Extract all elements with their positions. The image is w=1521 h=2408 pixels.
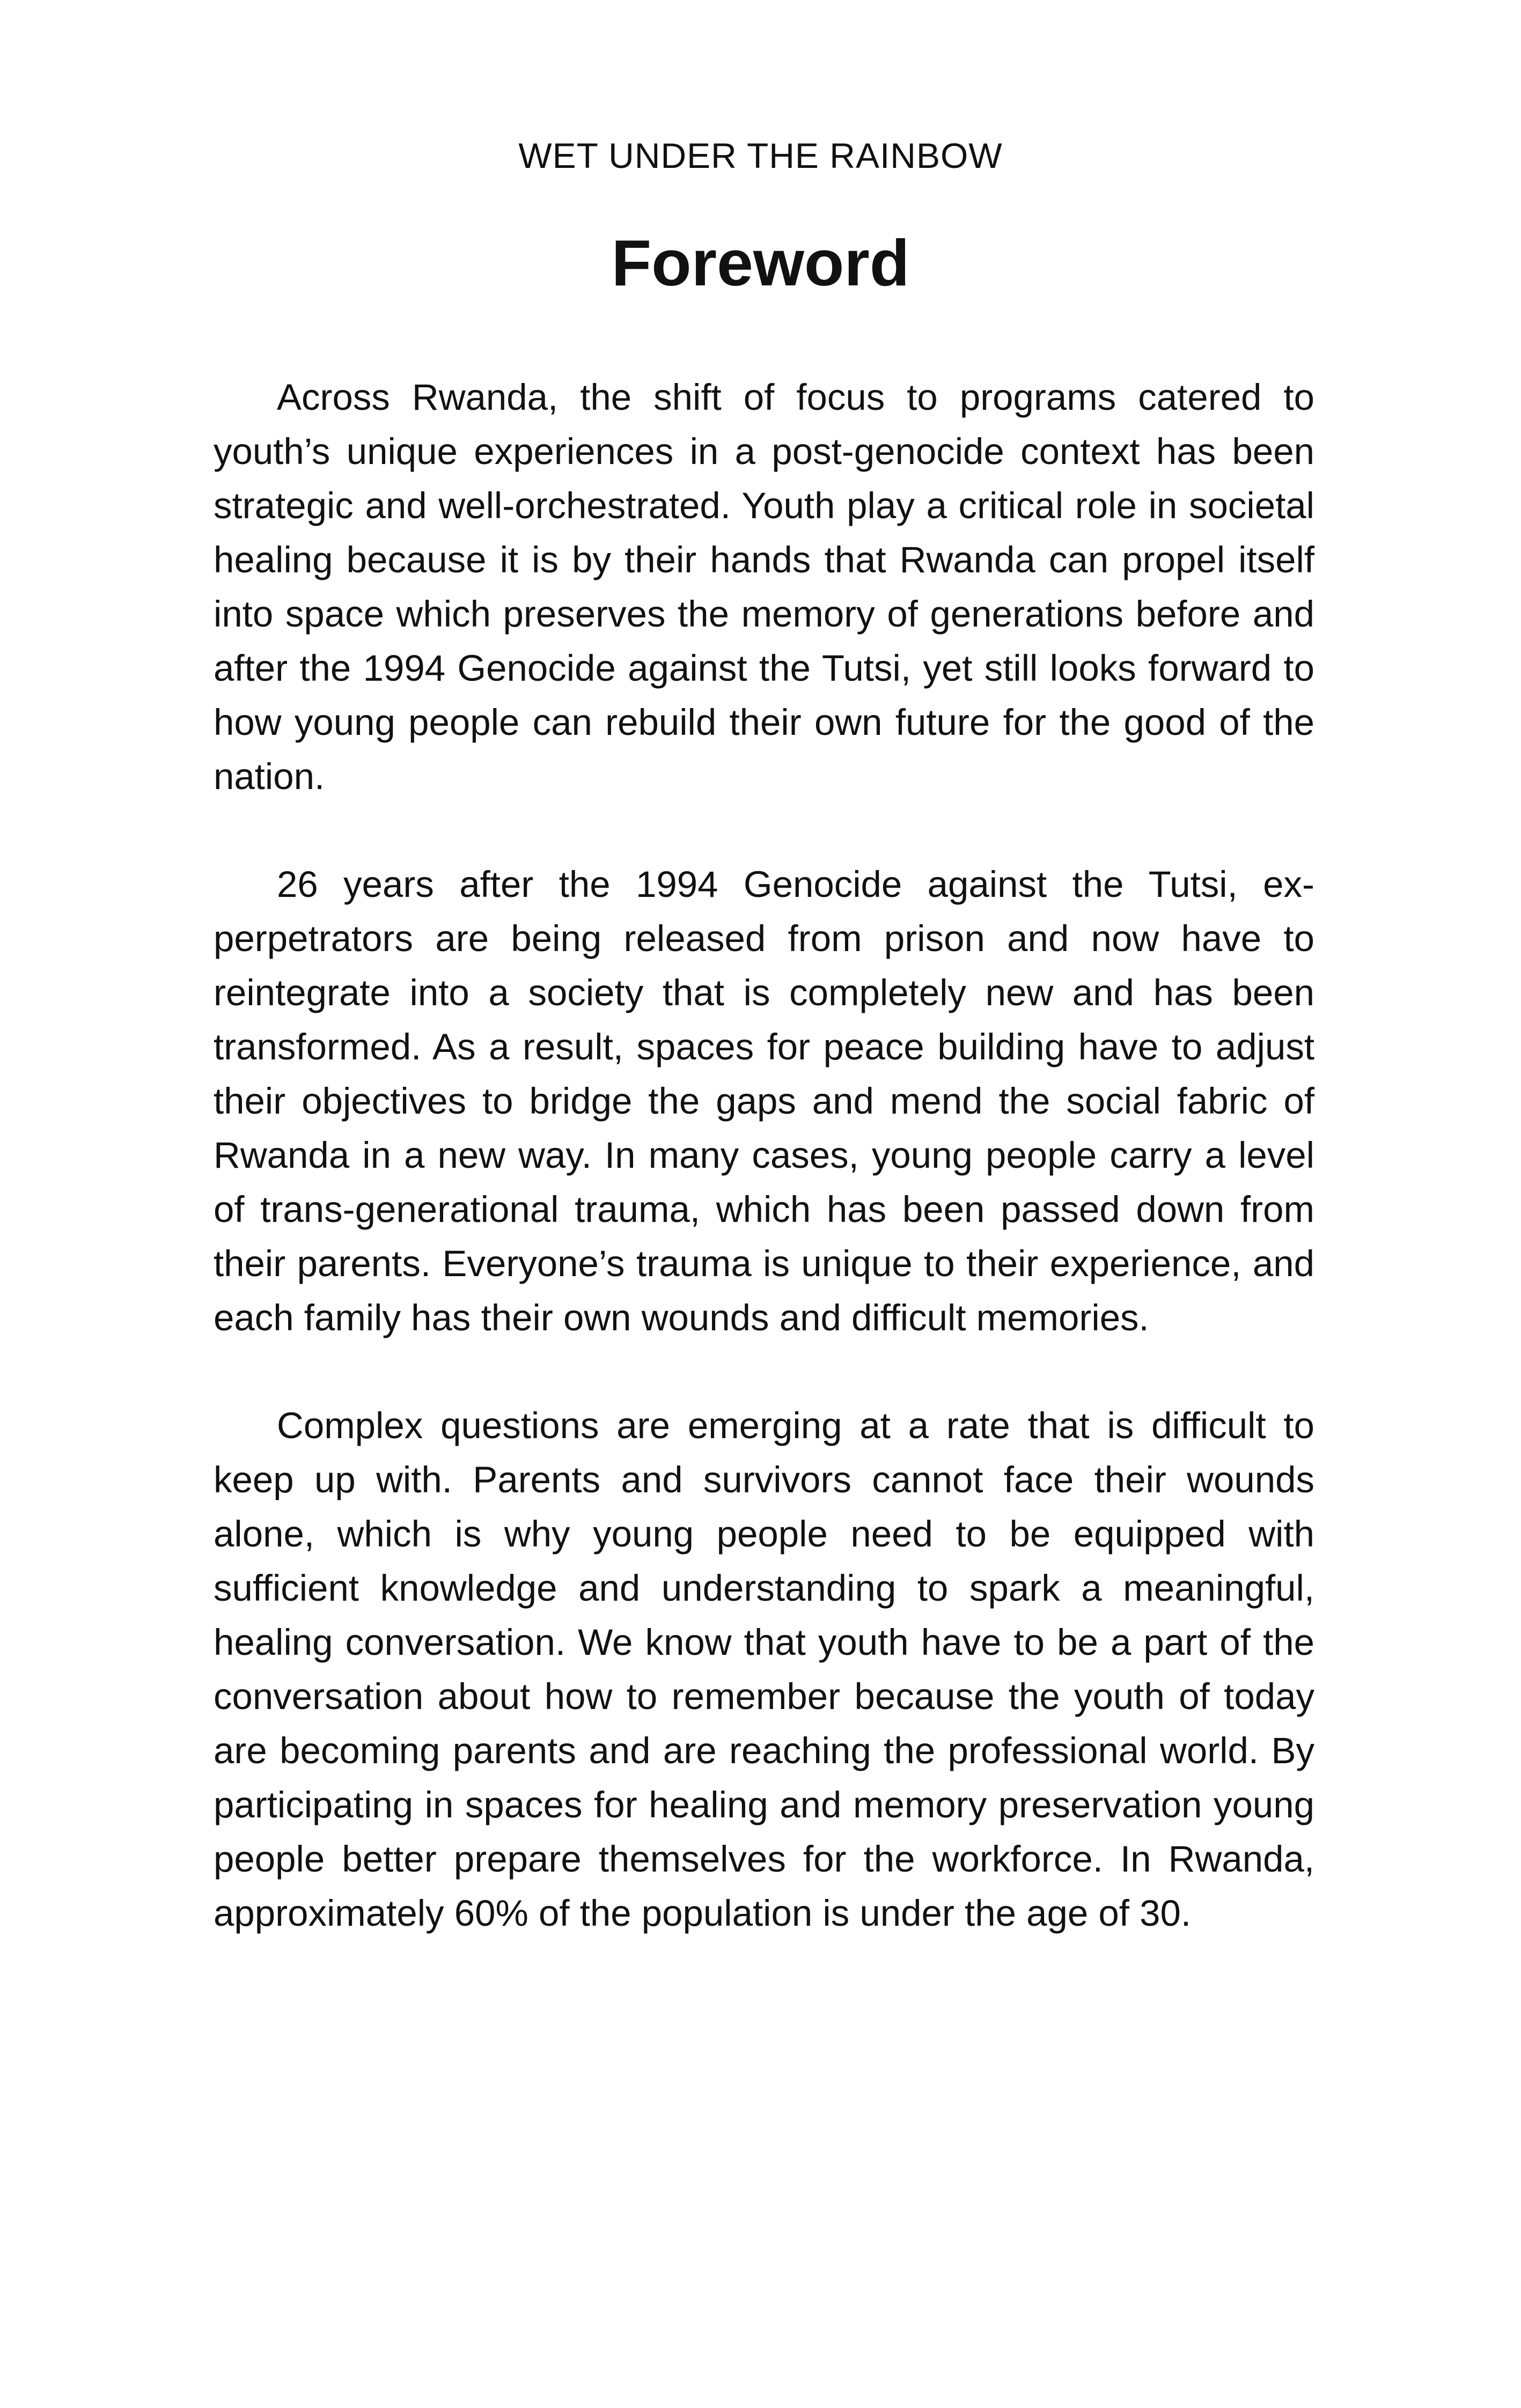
paragraph-2: 26 years after the 1994 Genocide against the Tutsi, ex-perpetrators are being released from prison and now have to reintegrate into a society that is completely new and has been transformed. As a result, spaces for peace building have to adjust their objectives to bridge the gaps and mend the social fabric of Rwanda in a new way. In many cases, young people carry a level of trans-generational trauma, which has been passed down from their parents. Everyone’s trauma is unique to their experience, and each family has their own wounds and difficult memories.: [214, 864, 1314, 1338]
chapter-title: Foreword: [611, 226, 910, 299]
body-text: [214, 370, 1314, 1994]
paragraph-3: Complex questions are emerging at a rate that is difficult to keep up with. Parents and survivors cannot face their wounds alone, which is why young people need to be equipped with sufficient knowledge and understanding to spark a meaningful, healing conversation. We know that youth have to be a part of the conversation about how to remember because the youth of today are becoming parents and are reaching the professional world. By participating in spaces for healing and memory preservation young people better prepare themselves for the workforce. In Rwanda, approximately 60% of the population is under the age of 30.: [214, 1405, 1314, 1934]
paragraph-1: Across Rwanda, the shift of focus to programs catered to youth’s unique experiences in a post-genocide context has been strategic and well-orchestrated. Youth play a critical role in societal healing because it is by their hands that Rwanda can propel itself into space which preserves the memory of generations before and after the 1994 Genocide against the Tutsi, yet still looks forward to how young people can rebuild their own future for the good of the nation.: [214, 377, 1314, 797]
running-header: WET UNDER THE RAINBOW: [518, 136, 1003, 175]
